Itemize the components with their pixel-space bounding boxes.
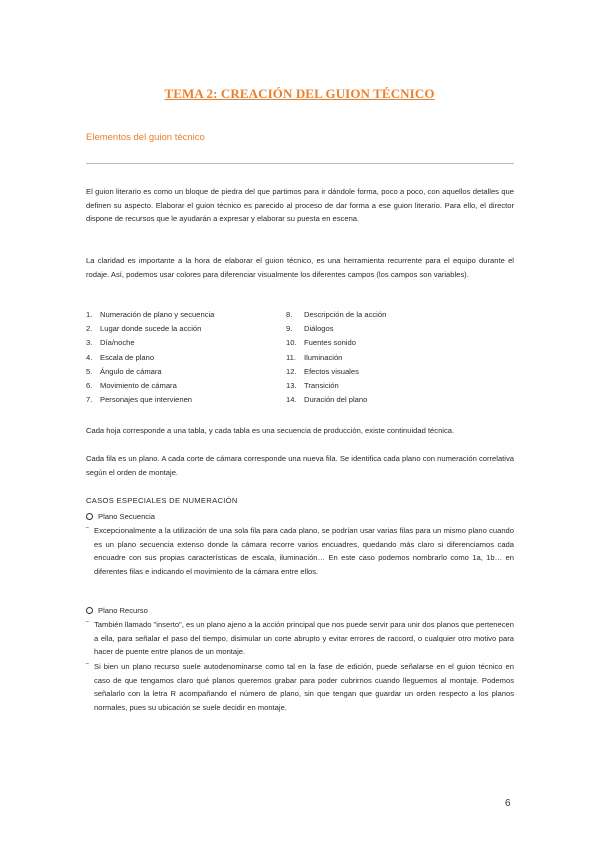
list-item: 9. Diálogos — [286, 324, 334, 334]
circle-bullet-icon — [86, 513, 93, 520]
list-item: 8. Descripción de la acción — [286, 310, 387, 319]
list-item: 2. Lugar donde sucede la acción — [86, 324, 202, 334]
list-item: 12. Efectos visuales — [286, 366, 359, 376]
bullet-item: ‾ Si bien un plano recurso suele autodenominarse como tal en la fase de edición, puede señalarse en el guion técnico en caso de que tengamos claro qué planos queremos grabar para poder cubrirnos cuando lleguemos al montaje. Podemos señalarlo con la letra R acompañando el número de plano, sin que tengan que guardar un orden respecto a los planos normales, pues su ubicación se suele decidir en montaje. — [86, 662, 514, 712]
fields-list-left — [86, 308, 286, 407]
list-item: 1. Numeración de plano y secuencia — [86, 310, 215, 319]
circle-bullet-icon — [86, 607, 93, 614]
case-title-plano-recurso: Plano Recurso — [86, 606, 148, 615]
special-cases-heading: CASOS ESPECIALES DE NUMERACIÓN — [86, 496, 238, 505]
list-item: 5. Ángulo de cámara — [86, 366, 162, 376]
list-item: 4. Escala de plano — [86, 352, 155, 362]
bullet-item: ‾ Excepcionalmente a la utilización de una sola fila para cada plano, se podrían usar varias filas para un mismo plano cuando es un plano secuencia extenso donde la cámara recorre varios encuadres, quedando más claro si diferenciamos cada encuadre con sus propias características de escala, iluminación… En este caso podemos nombrarlo como 1a, 1b… en diferentes filas e indicando el movimiento de la cámara entre ellos. — [86, 526, 514, 576]
case-title-plano-secuencia: Plano Secuencia — [86, 512, 155, 521]
section-subtitle: Elementos del guion técnico — [86, 132, 205, 143]
dash-bullet-icon: ‾ — [86, 662, 89, 671]
list-item: 7. Personajes que intervienen — [86, 395, 193, 405]
list-item: 11. Iluminación — [286, 352, 343, 362]
list-item: 14. Duración del plano — [286, 395, 368, 405]
page-number: 6 — [505, 798, 511, 809]
dash-bullet-icon: ‾ — [86, 526, 89, 535]
list-item: 13. Transición — [286, 381, 339, 391]
dash-bullet-icon: ‾ — [86, 620, 89, 629]
divider — [86, 163, 514, 164]
paragraph-intro: El guion literario es como un bloque de piedra del que partimos para ir dándole forma, poco a poco, con aquellos detalles que definen su aspecto. Elaborar el guion técnico es parecido al proceso de dar forma a ese guion literario. Para ello, el director dispone de recursos que le ayudarán a expresar y elaborar su puesta en escena. — [86, 187, 514, 223]
fields-list-right — [286, 308, 514, 407]
paragraph-row: Cada fila es un plano. A cada corte de cámara corresponde una nueva fila. Se identifica cada plano con numeración correlativa según el orden de montaje. — [86, 454, 514, 477]
paragraph-sheet: Cada hoja corresponde a una tabla, y cada tabla es una secuencia de producción, existe continuidad técnica. — [86, 426, 455, 435]
bullet-item: ‾ También llamado "inserto", es un plano ajeno a la acción principal que nos puede servir para unir dos planos que pertenecen a ella, para señalar el paso del tiempo, disimular un corte abrupto y evitar errores de raccord, o cualquier otro motivo para hacer de puente entre planos de un montaje. — [86, 620, 514, 656]
list-item: 6. Movimiento de cámara — [86, 381, 177, 391]
paragraph-clarity: La claridad es importante a la hora de elaborar el guion técnico, es una herramienta recurrente para el equipo durante el rodaje. Así, podemos usar colores para diferenciar visualmente los diferentes campos (los campos son variables). — [86, 256, 514, 279]
list-item: 3. Día/noche — [86, 338, 135, 348]
page-title: TEMA 2: CREACIÓN DEL GUION TÉCNICO — [164, 86, 435, 101]
list-item: 10. Fuentes sonido — [286, 338, 356, 348]
